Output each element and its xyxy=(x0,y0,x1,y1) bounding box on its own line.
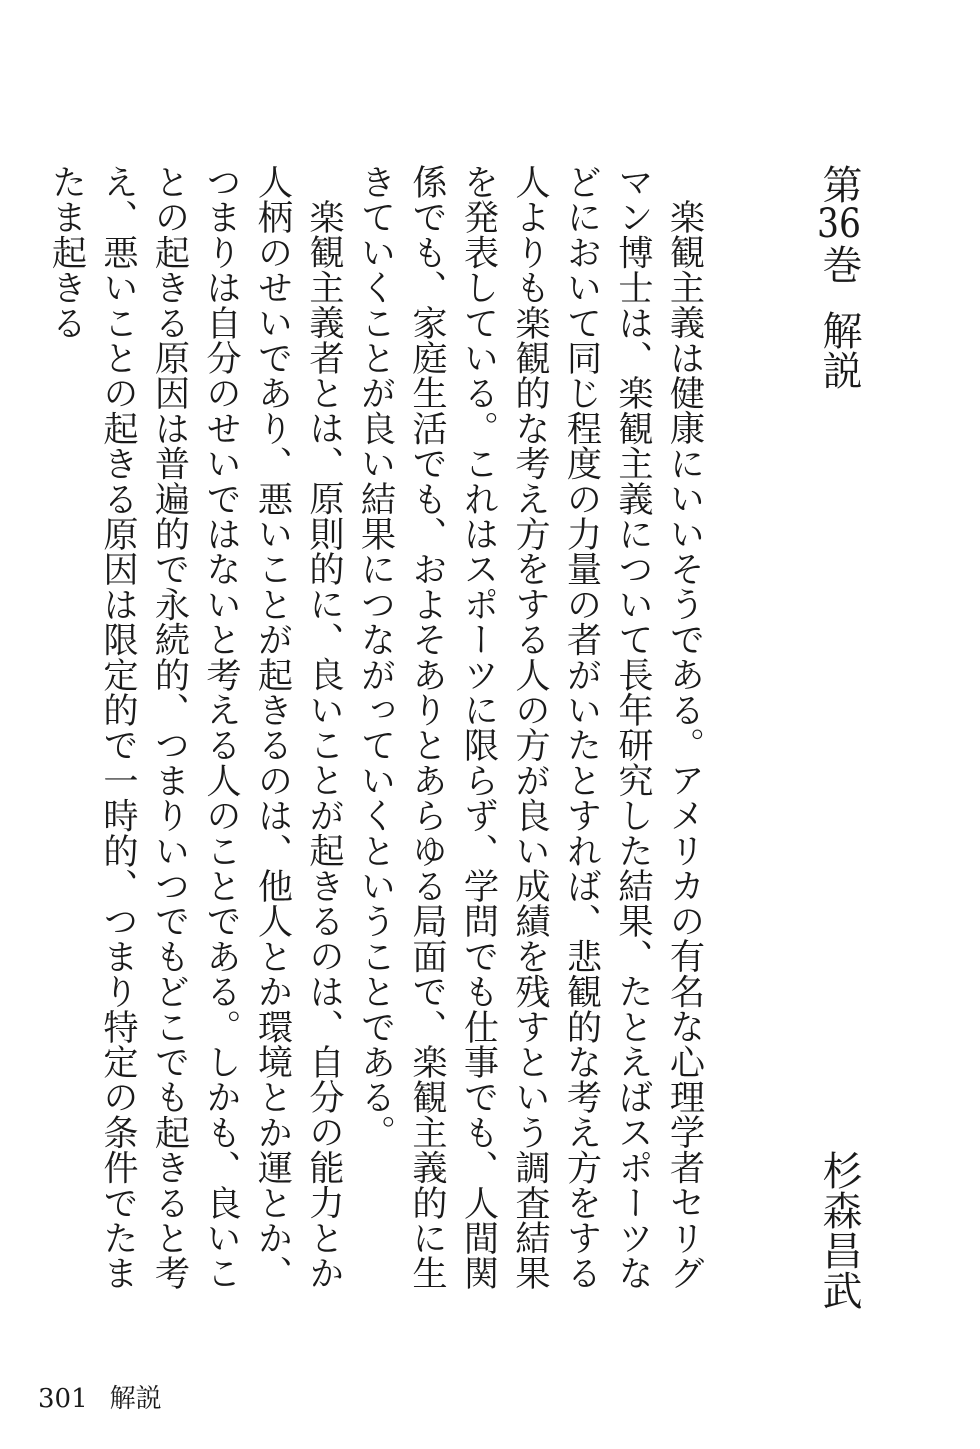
volume-prefix: 第 xyxy=(816,164,862,204)
page-number: 301 xyxy=(38,1384,88,1414)
paragraph: 楽観主義者とは、原則的に、良いことが起きるのは、自分の能力とか人柄のせいであり、悪いことが起きるのは、他人とか環境とか運とか、つまりは自分のせいではないと考える人のことである。しかも、良いことの起きる原因は普遍的で永続的、つまりいつでもどこでも起きると考え、悪いことの起きる原因は限定的で一時的、つまり特定の条件でたまたま起きる xyxy=(46,164,345,1291)
volume-number: 36 xyxy=(817,204,861,244)
body-text xyxy=(41,164,711,1324)
paragraph: 楽観主義は健康にいいそうである。アメリカの有名な心理学者セリグマン博士は、楽観主義について長年研究した結果、たとえばスポーツなどにおいて同じ程度の力量の者がいたとすれば、悲観的な考え方をする人よりも楽観的な考え方をする人の方が良い成績を残すという調査結果を発表している。これはスポーツに限らず、学問でも仕事でも、人間関係でも、家庭生活でも、およそありとあらゆる局面で、楽観主義的に生きていくことが良い結果につながっていくということである。 xyxy=(355,164,705,1291)
author-name: 杉森昌武 xyxy=(816,1150,862,1310)
volume-suffix: 巻 xyxy=(816,244,862,284)
chapter-heading xyxy=(816,164,862,390)
page-footer xyxy=(38,1378,162,1415)
running-header: 解説 xyxy=(109,1384,162,1414)
section-title: 解説 xyxy=(816,310,862,390)
